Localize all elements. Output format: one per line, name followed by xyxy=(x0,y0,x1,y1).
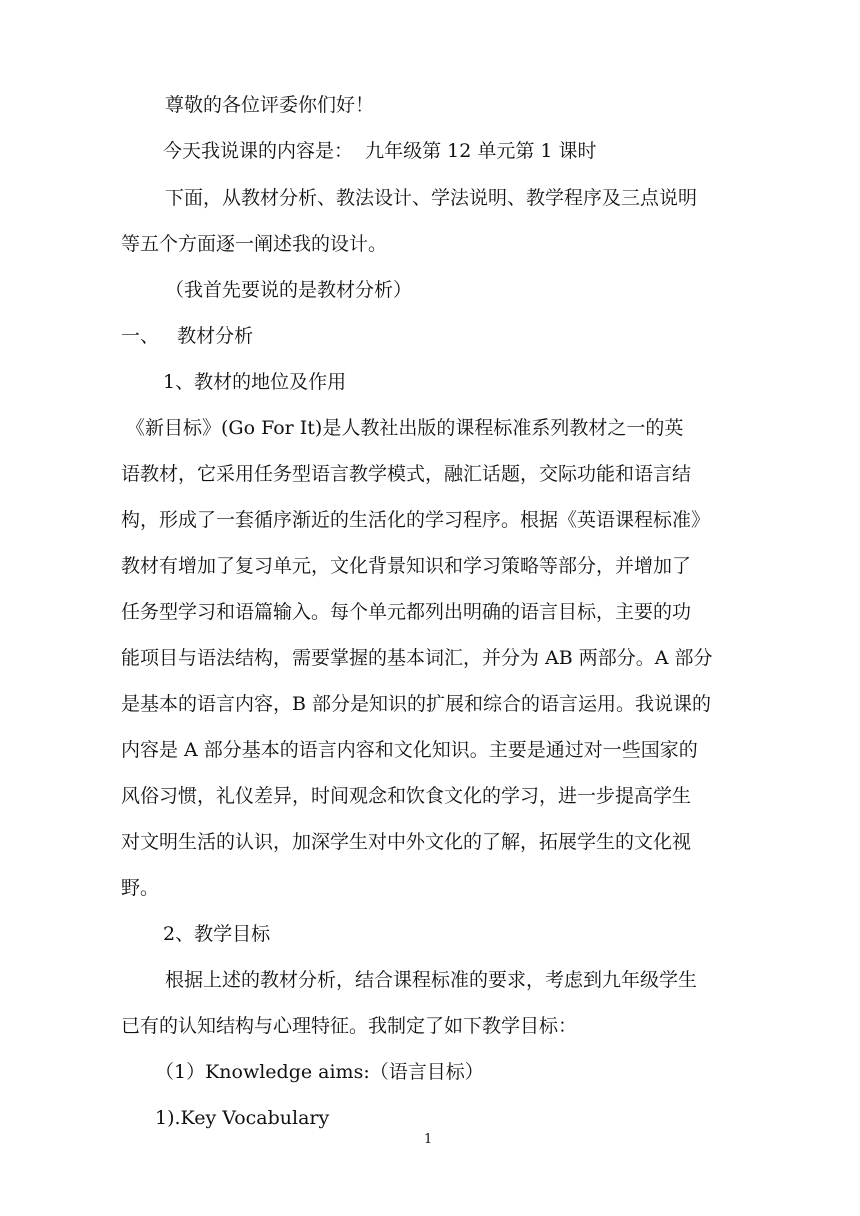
paragraph-line: 任务型学习和语篇输入。每个单元都列出明确的语言目标，主要的功 xyxy=(121,601,692,623)
paragraph-line: 对文明生活的认识，加深学生对中外文化的了解，拓展学生的文化视 xyxy=(121,831,692,853)
paragraph-line: 语教材，它采用任务型语言教学模式，融汇话题，交际功能和语言结 xyxy=(121,463,692,485)
section-heading: 一、 教材分析 xyxy=(121,325,254,347)
paragraph-line: 是基本的语言内容，B 部分是知识的扩展和综合的语言运用。我说课的 xyxy=(121,693,712,715)
list-item: 1).Key Vocabulary xyxy=(155,1107,330,1129)
list-heading: （1）Knowledge aims:（语言目标） xyxy=(155,1061,484,1083)
paragraph-line: 《新目标》(Go For It)是人教社出版的课程标准系列教材之一的英 xyxy=(126,417,684,439)
paragraph-line: 教材有增加了复习单元，文化背景知识和学习策略等部分，并增加了 xyxy=(121,555,692,577)
paragraph-line: 等五个方面逐一阐述我的设计。 xyxy=(121,233,388,255)
paragraph-line: 根据上述的教材分析，结合课程标准的要求，考虑到九年级学生 xyxy=(165,969,698,991)
paragraph-line: 能项目与语法结构，需要掌握的基本词汇，并分为 AB 两部分。A 部分 xyxy=(121,647,713,669)
paragraph-line: 内容是 A 部分基本的语言内容和文化知识。主要是通过对一些国家的 xyxy=(121,739,698,761)
paragraph-line: 构，形成了一套循序渐近的生活化的学习程序。根据《英语课程标准》 xyxy=(121,509,711,531)
paragraph-line: 风俗习惯，礼仪差异，时间观念和饮食文化的学习，进一步提高学生 xyxy=(121,785,692,807)
greeting-line: 尊敬的各位评委你们好！ xyxy=(165,94,375,116)
paragraph-line: 野。 xyxy=(121,877,160,899)
paragraph-line: （我首先要说的是教材分析） xyxy=(165,279,413,301)
subsection-heading: 2、教学目标 xyxy=(163,923,271,945)
lesson-content-line: 今天我说课的内容是： 九年级第 12 单元第 1 课时 xyxy=(163,140,597,162)
page-number: 1 xyxy=(424,1132,433,1147)
paragraph-line: 下面，从教材分析、教法设计、学法说明、教学程序及三点说明 xyxy=(165,187,698,209)
paragraph-line: 已有的认知结构与心理特征。我制定了如下教学目标： xyxy=(121,1015,578,1037)
subsection-heading: 1、教材的地位及作用 xyxy=(163,371,347,393)
